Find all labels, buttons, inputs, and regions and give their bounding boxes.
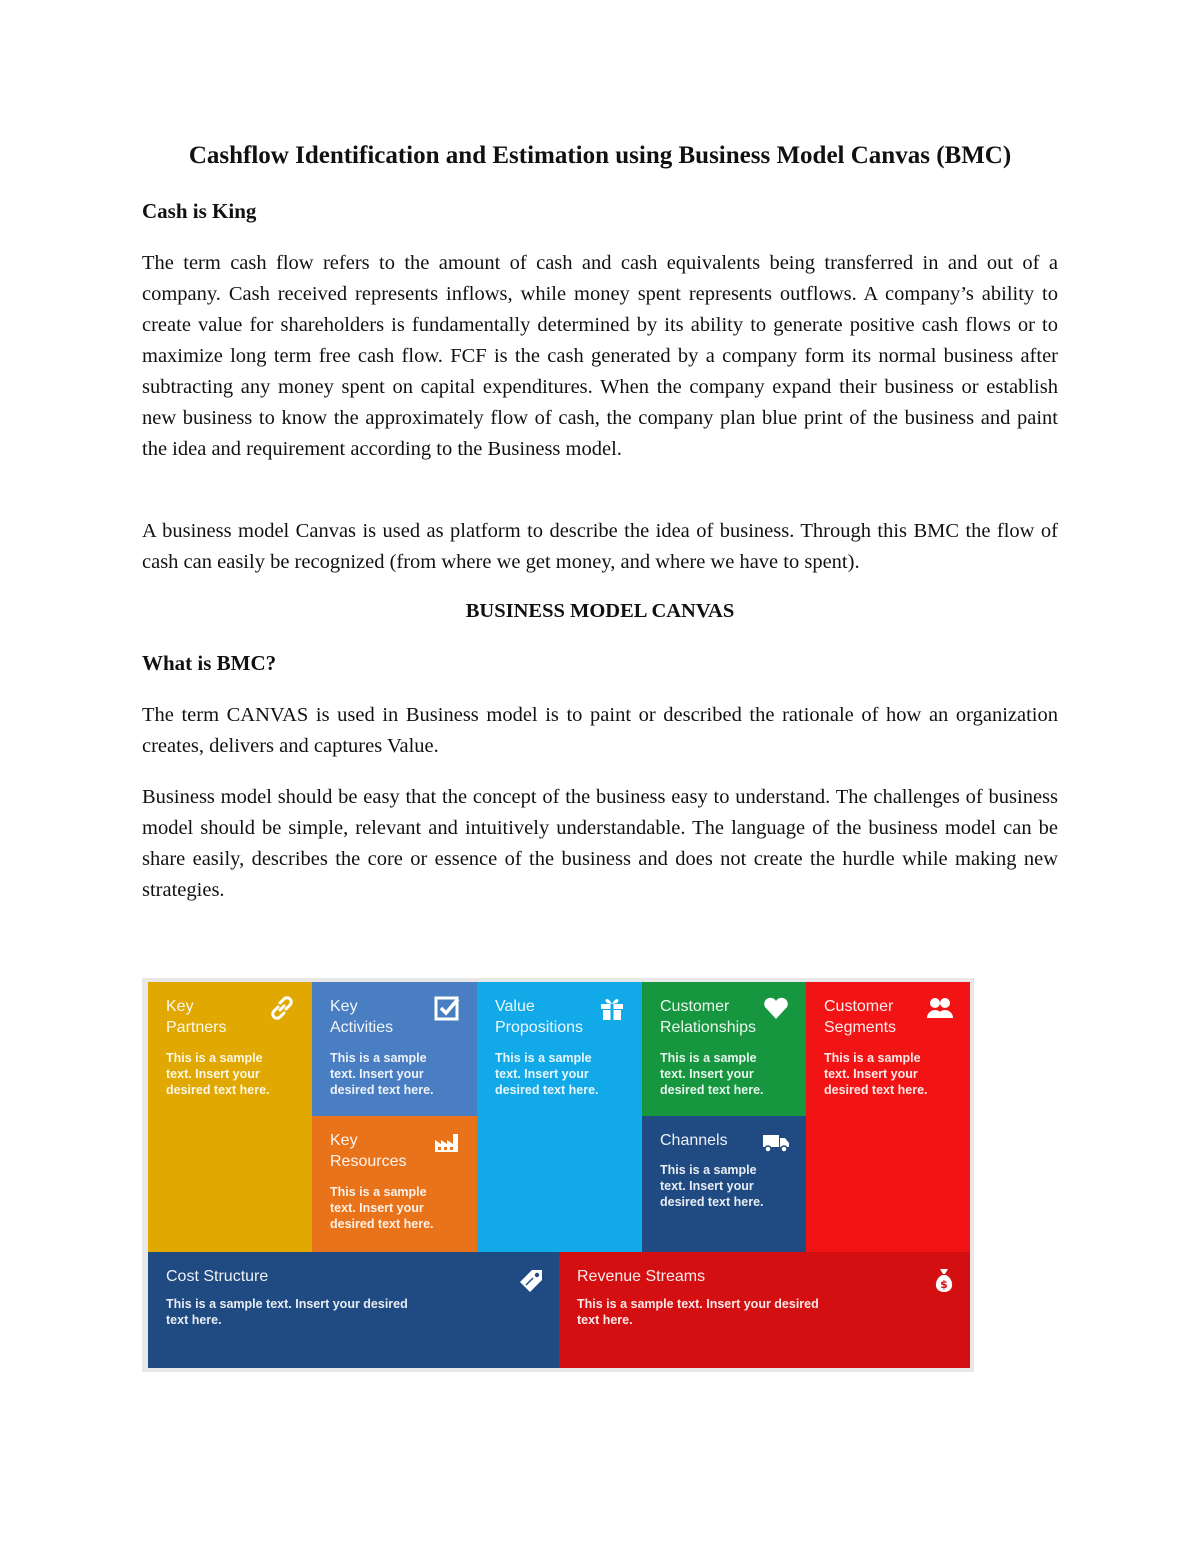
- cell-key-partners: [148, 982, 312, 1252]
- cell-customer-relationships: [642, 982, 806, 1116]
- cell-revenue-streams-title: Revenue Streams: [577, 1268, 706, 1285]
- cell-key-partners-title: Key Partners: [166, 998, 227, 1036]
- cell-cost-structure: [148, 1252, 559, 1368]
- section-heading-bmc: BUSINESS MODEL CANVAS: [465, 600, 735, 622]
- heading-what-is-bmc: What is BMC?: [142, 651, 277, 675]
- paragraph-cash-flow: The term cash flow refers to the amount of cash and cash equivalents being transferred in and out of a company. Cash received represents inflows, while money spent represents outflows. A company’s ability to create value for shareholders is fundamentally determined by its ability to generate positive cash flows or to maximize long term free cash flow. FCF is the cash generated by a company form its normal business after subtracting any money spent on capital expenditures. When the company expand their business or establish new business to know the approximately flow of cash, the company plan blue print of the business and paint the idea and requirement according to the Business model.: [142, 252, 1058, 460]
- business-model-canvas: [142, 978, 974, 1372]
- paragraph-bmc-platform: A business model Canvas is used as platform to describe the idea of business. Through this BMC the flow of cash can easily be recognized (from where we get money, and where we have to spent).: [142, 520, 1058, 573]
- cell-revenue-streams-text: This is a sample text. Insert your desired text here.: [577, 1297, 819, 1327]
- heading-cash-is-king: Cash is King: [142, 199, 257, 223]
- link-icon: [268, 994, 296, 1022]
- money-bag-icon: [930, 1266, 958, 1294]
- paragraph-business-model-easy: Business model should be easy that the concept of the business easy to understand. The challenges of business model should be simple, relevant and intuitively understandable. The language of the business model can be share easily, describes the core or essence of the business and does not create the hurdle while making new strategies.: [142, 786, 1058, 901]
- checkbox-icon: [433, 994, 461, 1022]
- cell-key-activities: [312, 982, 477, 1116]
- heart-icon: [762, 994, 790, 1022]
- cell-key-resources-text: This is a sample text. Insert your desired text here.: [330, 1185, 434, 1231]
- users-icon: [926, 994, 954, 1022]
- factory-icon: [433, 1128, 461, 1156]
- cell-channels-title: Channels: [660, 1132, 728, 1149]
- cell-key-activities-title: Key Activities: [330, 998, 394, 1036]
- cell-customer-segments: [806, 982, 970, 1252]
- cell-customer-segments-title: Customer Segments: [824, 998, 897, 1036]
- cell-customer-segments-text: This is a sample text. Insert your desired text here.: [824, 1051, 928, 1097]
- cell-key-activities-text: This is a sample text. Insert your desired text here.: [330, 1051, 434, 1097]
- cell-revenue-streams: [559, 1252, 970, 1368]
- cell-value-propositions-title: Value Propositions: [495, 998, 584, 1036]
- svg-text:$: $: [940, 1278, 948, 1291]
- paragraph-canvas-term: The term CANVAS is used in Business model is to paint or described the rationale of how an organization creates, delivers and captures Value.: [142, 704, 1058, 757]
- gift-icon: [598, 994, 626, 1022]
- cell-cost-structure-title: Cost Structure: [166, 1268, 269, 1285]
- cell-value-propositions-text: This is a sample text. Insert your desired text here.: [495, 1051, 599, 1097]
- cell-channels-text: This is a sample text. Insert your desired text here.: [660, 1163, 764, 1209]
- cell-channels: [642, 1116, 806, 1252]
- cell-customer-relationships-title: Customer Relationships: [660, 998, 757, 1036]
- cell-customer-relationships-text: This is a sample text. Insert your desired text here.: [660, 1051, 764, 1097]
- cell-cost-structure-text: This is a sample text. Insert your desired text here.: [166, 1297, 408, 1327]
- cell-key-partners-text: This is a sample text. Insert your desired text here.: [166, 1051, 270, 1097]
- document-title: Cashflow Identification and Estimation using Business Model Canvas (BMC): [188, 142, 1012, 169]
- cell-key-resources: [312, 1116, 477, 1252]
- cell-value-propositions: [477, 982, 642, 1252]
- cell-key-resources-title: Key Resources: [330, 1132, 407, 1170]
- tag-icon: [517, 1266, 545, 1294]
- truck-icon: [762, 1128, 790, 1156]
